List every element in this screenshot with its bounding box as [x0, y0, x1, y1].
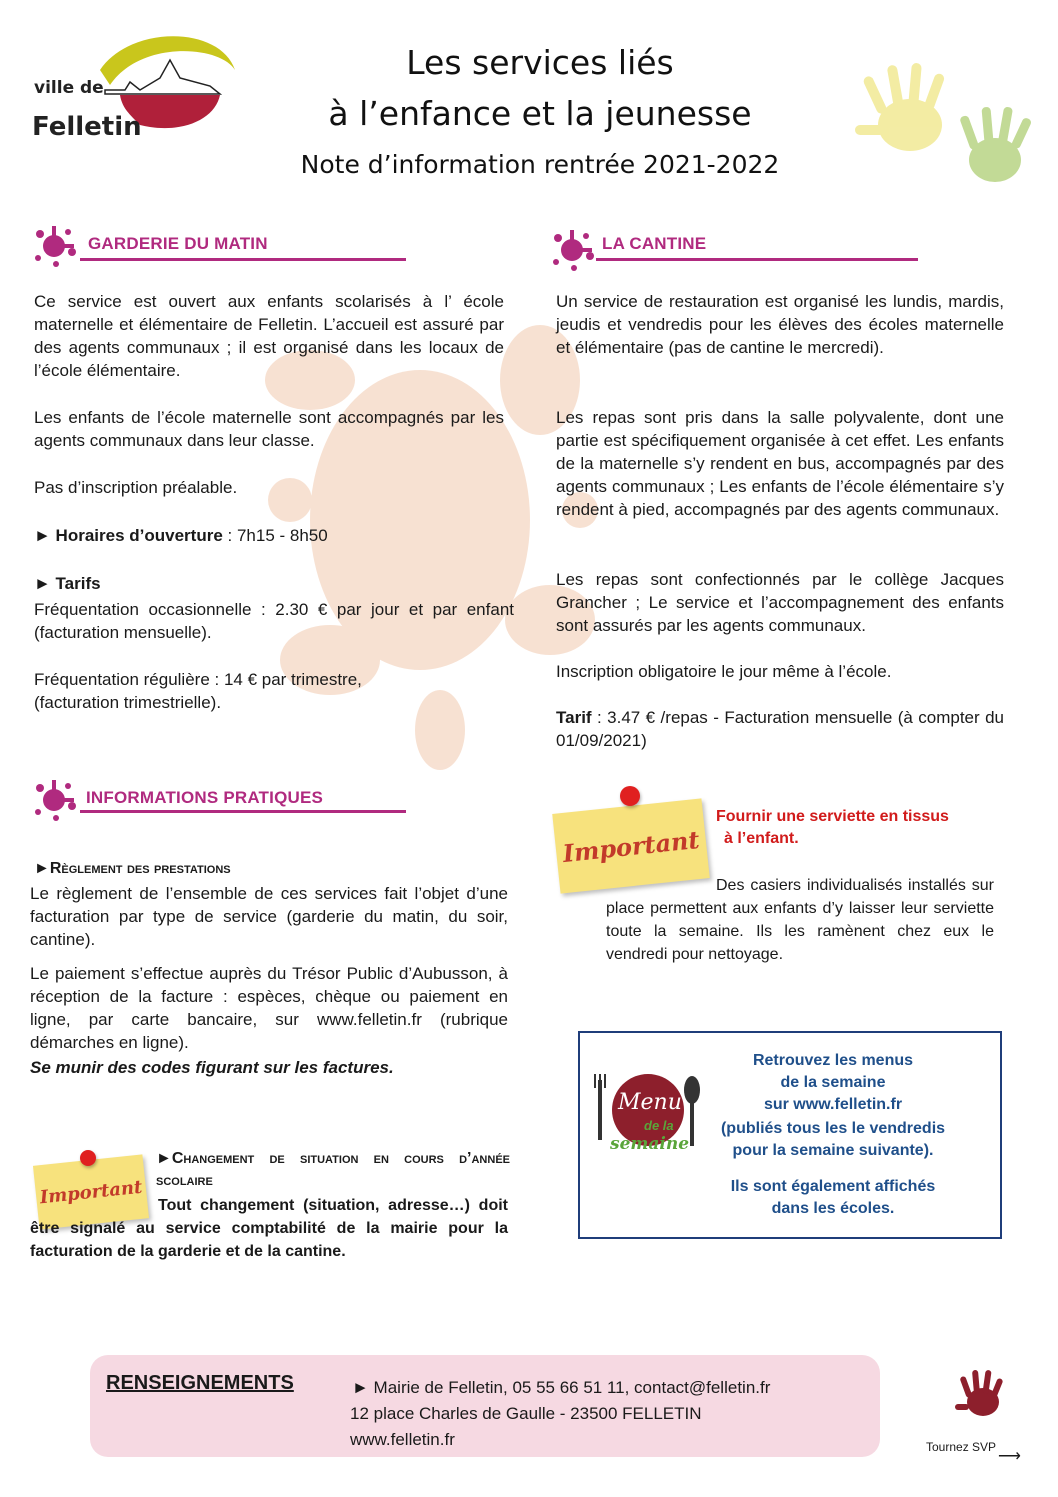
menu-badge-line3: semaine [610, 1134, 690, 1154]
menus-line6: Ils sont également affichés [730, 1178, 936, 1195]
felletin-logo [30, 30, 236, 148]
page-subtitle: Note d’information rentrée 2021-2022 [300, 150, 780, 179]
garderie-no-registration: Pas d’inscription préalable. [34, 478, 238, 497]
garderie-intro: Ce service est ouvert aux enfants scolarisés à l’ école maternelle et élémentaire de Felletin. L’accueil est assuré par des agents communaux ; il est organisé dans les locaux de l’école élémentaire. [34, 292, 504, 380]
garderie-heading: GARDERIE DU MATIN [88, 234, 268, 253]
menus-line4: (publiés tous les le vendredis [720, 1120, 946, 1137]
serviette-notice-line2: à l’enfant. [724, 830, 799, 847]
changement-text: Tout changement (situation, adresse…) doit être signalé au service comptabilité de la mairie pour la facturation de la garderie et de la cantine. [30, 1197, 508, 1260]
reglement-codes-note: Se munir des codes figurant sur les factures. [30, 1058, 394, 1077]
garderie-heading-underline [80, 258, 406, 261]
arrow-right-icon: ⟶ [998, 1448, 1021, 1465]
page-title-line1: Les services liés [406, 43, 674, 82]
cantine-meals-preparation: Les repas sont confectionnés par le collège Jacques Grancher ; Le service et l’accompagnement des enfants sont assurés par les agents communaux. [556, 570, 1004, 635]
renseignements-address: 12 place Charles de Gaulle - 23500 FELLETIN [350, 1404, 702, 1423]
logo-small-text: ville de [34, 78, 104, 98]
tarif-occasionnel: Fréquentation occasionnelle : 2.30 € par jour et par enfant (facturation mensuelle). [34, 600, 514, 642]
serviette-notice-line1: Fournir une serviette en tissus [716, 808, 949, 825]
reglement-title: ►Règlement des prestations [34, 860, 231, 877]
hand-print-icon [955, 1366, 1011, 1424]
pushpin-icon [620, 786, 640, 806]
page-title-line2: à l’enfance et la jeunesse [328, 94, 752, 133]
menu-badge-line1: Menu [618, 1090, 682, 1115]
cantine-heading: LA CANTINE [602, 234, 707, 253]
splat-bullet-icon [550, 228, 594, 272]
splat-bullet-icon [32, 778, 76, 822]
menus-line2: de la semaine [780, 1074, 886, 1091]
reglement-p2: Le paiement s’effectue auprès du Trésor Public d’Aubusson, à réception de la facture : espèces, chèque ou paiement en ligne, par carte bancaire, sur www.felletin.fr (rubrique démarches en ligne). [30, 964, 508, 1052]
menu-badge-line2: de la [644, 1118, 674, 1133]
renseignements-title: RENSEIGNEMENTS [106, 1372, 294, 1394]
changement-title: ►Changement de situation en cours d’année scolaire [156, 1150, 510, 1189]
cantine-tarif-value: : 3.47 € /repas - Facturation mensuelle (à compter du 01/09/2021) [556, 708, 1004, 750]
cantine-heading-underline [596, 258, 918, 261]
infos-heading-underline [80, 810, 406, 813]
infos-heading: INFORMATIONS PRATIQUES [86, 788, 324, 807]
cantine-meals-location: Les repas sont pris dans la salle polyvalente, dont une partie est spécifiquement organisée à cet effet. Les enfants de la maternelle s’y rendent en bus, accompagnés par des agents communaux ; Les enfants de l’école élémentaire s’y rendent à pied, accompagnés par des agents communaux. [556, 408, 1004, 519]
reglement-p1: Le règlement de l’ensemble de ces services fait l’objet d’une facturation par type de service (garderie du matin, du soir, cantine). [30, 884, 508, 949]
cantine-tarif-label: Tarif [556, 708, 592, 727]
menus-line5: pour la semaine suivante). [732, 1142, 934, 1159]
cantine-tarif [556, 706, 1004, 752]
pushpin-icon [80, 1150, 96, 1166]
menu-badge [592, 1060, 704, 1168]
menus-link[interactable]: sur www.felletin.fr [763, 1096, 903, 1113]
menus-line1: Retrouvez les menus [752, 1052, 914, 1069]
renseignements-contact: ► Mairie de Felletin, 05 55 66 51 11, contact@felletin.fr [352, 1378, 771, 1397]
menus-line7: dans les écoles. [771, 1200, 895, 1217]
cantine-intro: Un service de restauration est organisé les lundis, mardis, jeudis et vendredis pour les élèves des écoles maternelle et élémentaire (pas de cantine le mercredi). [556, 292, 1004, 357]
important-postit-label: Important [38, 1176, 144, 1208]
cantine-registration: Inscription obligatoire le jour même à l’école. [556, 662, 892, 681]
hours-label: ► Horaires d’ouverture [34, 526, 223, 545]
renseignements-website[interactable]: www.felletin.fr [350, 1430, 455, 1449]
important-postit-label: Important [561, 824, 701, 868]
turn-page-note: Tournez SVP [926, 1440, 997, 1454]
garderie-hours [34, 524, 504, 547]
casiers-text: Des casiers individualisés installés sur place permettent aux enfants d’y laisser leur serviette toute la semaine. Ils les ramènent chez eux le vendredi pour nettoyage. [606, 877, 994, 963]
logo-town-name: Felletin [32, 112, 142, 142]
hand-prints-icon [850, 55, 1040, 195]
tarifs-label: ► Tarifs [34, 574, 101, 593]
tarif-regulier: Fréquentation régulière : 14 € par trimestre, (facturation trimestrielle). [34, 670, 362, 712]
splat-bullet-icon [32, 224, 76, 268]
garderie-accompaniment: Les enfants de l’école maternelle sont accompagnés par les agents communaux dans leur classe. [34, 408, 504, 450]
hours-value: : 7h15 - 8h50 [222, 526, 328, 545]
